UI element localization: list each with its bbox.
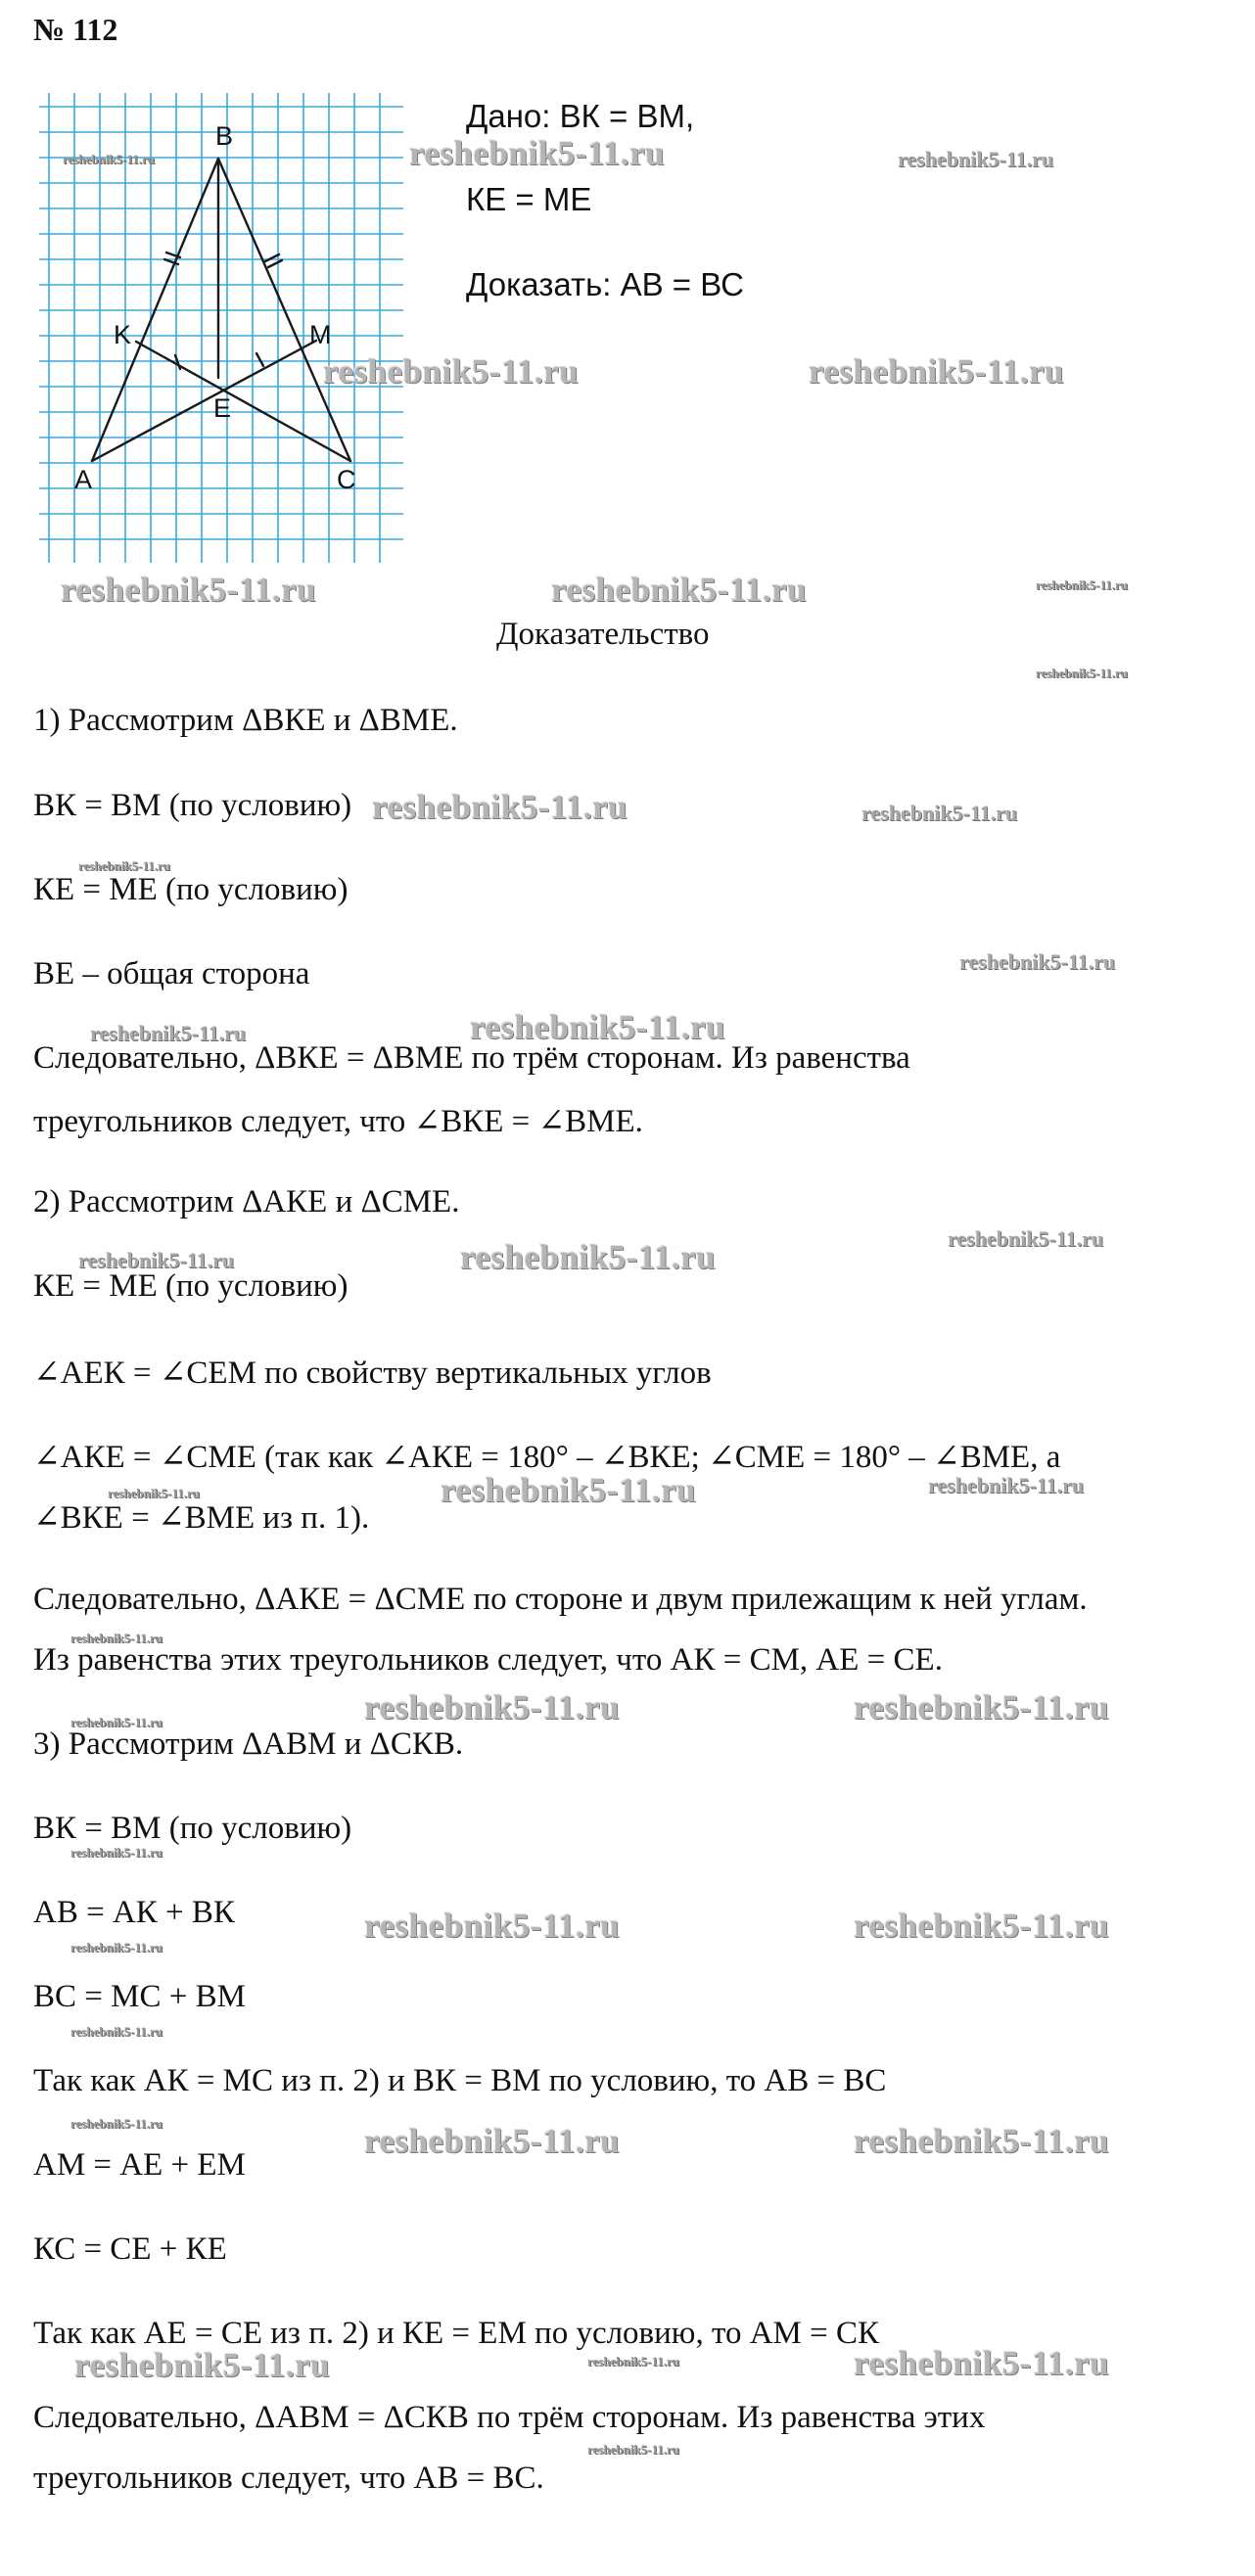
step-1-heading: 1) Рассмотрим ΔВКЕ и ΔВМЕ.: [33, 703, 458, 738]
watermark: reshebnik5-11.ru: [409, 134, 666, 172]
proof-line: КЕ = МЕ (по условию): [33, 1268, 349, 1304]
proof-line: ВК = ВМ (по условию): [33, 1811, 352, 1846]
watermark: reshebnik5-11.ru: [1036, 666, 1129, 680]
tick-bm-1: [265, 254, 279, 261]
watermark: reshebnik5-11.ru: [948, 1226, 1104, 1251]
watermark: reshebnik5-11.ru: [854, 1907, 1110, 1945]
watermark: reshebnik5-11.ru: [108, 1486, 201, 1500]
proof-line: Так как АК = МС из п. 2) и ВК = ВМ по условию, то АВ = ВС: [33, 2063, 887, 2098]
watermark: reshebnik5-11.ru: [70, 2024, 163, 2039]
step-2-heading: 2) Рассмотрим ΔАКЕ и ΔСМЕ.: [33, 1184, 460, 1219]
proof-line: Следовательно, ΔАКЕ = ΔСМЕ по стороне и двум прилежащим к ней углам.: [33, 1582, 1088, 1617]
watermark: reshebnik5-11.ru: [460, 1238, 717, 1276]
proof-line: АМ = АЕ + ЕМ: [33, 2147, 246, 2183]
watermark: reshebnik5-11.ru: [323, 352, 580, 391]
watermark: reshebnik5-11.ru: [854, 1688, 1110, 1726]
label-c: C: [337, 465, 356, 494]
prove-statement: Доказать: АВ = ВС: [466, 266, 744, 302]
watermark: reshebnik5-11.ru: [441, 1471, 697, 1509]
proof-line: Так как АЕ = СЕ из п. 2) и КЕ = ЕМ по условию, то АМ = СК: [33, 2316, 879, 2351]
watermark: reshebnik5-11.ru: [63, 152, 156, 166]
watermark: reshebnik5-11.ru: [898, 147, 1054, 171]
watermark: reshebnik5-11.ru: [372, 788, 628, 826]
watermark: reshebnik5-11.ru: [364, 1688, 621, 1726]
watermark: reshebnik5-11.ru: [70, 2116, 163, 2131]
watermark: reshebnik5-11.ru: [364, 1907, 621, 1945]
label-m: M: [309, 320, 332, 349]
watermark: reshebnik5-11.ru: [809, 352, 1065, 391]
watermark: reshebnik5-11.ru: [90, 1021, 247, 1045]
watermark: reshebnik5-11.ru: [70, 1845, 163, 1860]
label-b: B: [215, 121, 234, 151]
proof-line: треугольников следует, что ∠ВКЕ = ∠ВМЕ.: [33, 1104, 643, 1139]
proof-line: ∠АКЕ = ∠СМЕ (так как ∠АКЕ = 180° – ∠ВКЕ; ∠СМЕ = 180° – ∠ВМЕ, а: [33, 1440, 1061, 1475]
proof-line: АВ = АК + ВК: [33, 1895, 235, 1930]
watermark: reshebnik5-11.ru: [861, 801, 1018, 825]
proof-line: ВС = МС + ВМ: [33, 1979, 246, 2014]
watermark: reshebnik5-11.ru: [959, 949, 1116, 974]
label-k: K: [114, 320, 132, 349]
watermark: reshebnik5-11.ru: [70, 1715, 163, 1729]
watermark: reshebnik5-11.ru: [78, 858, 171, 873]
watermark: reshebnik5-11.ru: [854, 2122, 1110, 2160]
watermark: reshebnik5-11.ru: [364, 2122, 621, 2160]
given-line-2: КЕ = МЕ: [466, 181, 592, 217]
watermark: reshebnik5-11.ru: [854, 2344, 1110, 2382]
watermark: reshebnik5-11.ru: [70, 1940, 163, 1955]
watermark: reshebnik5-11.ru: [61, 571, 317, 609]
proof-line: КС = СЕ + КЕ: [33, 2231, 227, 2267]
tick-bm-2: [268, 260, 282, 267]
proof-line: ∠ВКЕ = ∠ВМЕ из п. 1).: [33, 1500, 370, 1536]
watermark: reshebnik5-11.ru: [551, 571, 808, 609]
proof-line: Следовательно, ΔАВМ = ΔСКВ по трём сторонам. Из равенства этих: [33, 2400, 986, 2435]
watermark: reshebnik5-11.ru: [587, 2442, 680, 2457]
proof-heading: Доказательство: [496, 617, 710, 652]
problem-number: № 112: [33, 12, 118, 47]
watermark: reshebnik5-11.ru: [928, 1473, 1085, 1497]
proof-line: КЕ = МЕ (по условию): [33, 872, 349, 907]
given-line-1: Дано: ВК = ВМ,: [466, 98, 695, 134]
segment-ck: [136, 342, 350, 461]
watermark: reshebnik5-11.ru: [1036, 577, 1129, 592]
watermark: reshebnik5-11.ru: [587, 2354, 680, 2369]
proof-line: треугольников следует, что АВ = ВС.: [33, 2461, 544, 2496]
proof-line: ∠АЕК = ∠СЕМ по свойству вертикальных углов: [33, 1356, 712, 1391]
watermark: reshebnik5-11.ru: [70, 1631, 163, 1645]
watermark: reshebnik5-11.ru: [74, 2346, 331, 2384]
watermark: reshebnik5-11.ru: [470, 1008, 726, 1046]
proof-line: Следовательно, ΔВКЕ = ΔВМЕ по трём сторонам. Из равенства: [33, 1040, 910, 1076]
label-e: E: [213, 393, 232, 423]
proof-line: ВЕ – общая сторона: [33, 956, 310, 991]
step-3-heading: 3) Рассмотрим ΔАВМ и ΔСКВ.: [33, 1726, 464, 1762]
tick-me: [256, 353, 263, 366]
label-a: A: [74, 465, 93, 494]
proof-line: Из равенства этих треугольников следует, что АК = СМ, АЕ = СЕ.: [33, 1642, 943, 1678]
proof-line: ВК = ВМ (по условию): [33, 788, 352, 823]
watermark: reshebnik5-11.ru: [78, 1248, 235, 1272]
